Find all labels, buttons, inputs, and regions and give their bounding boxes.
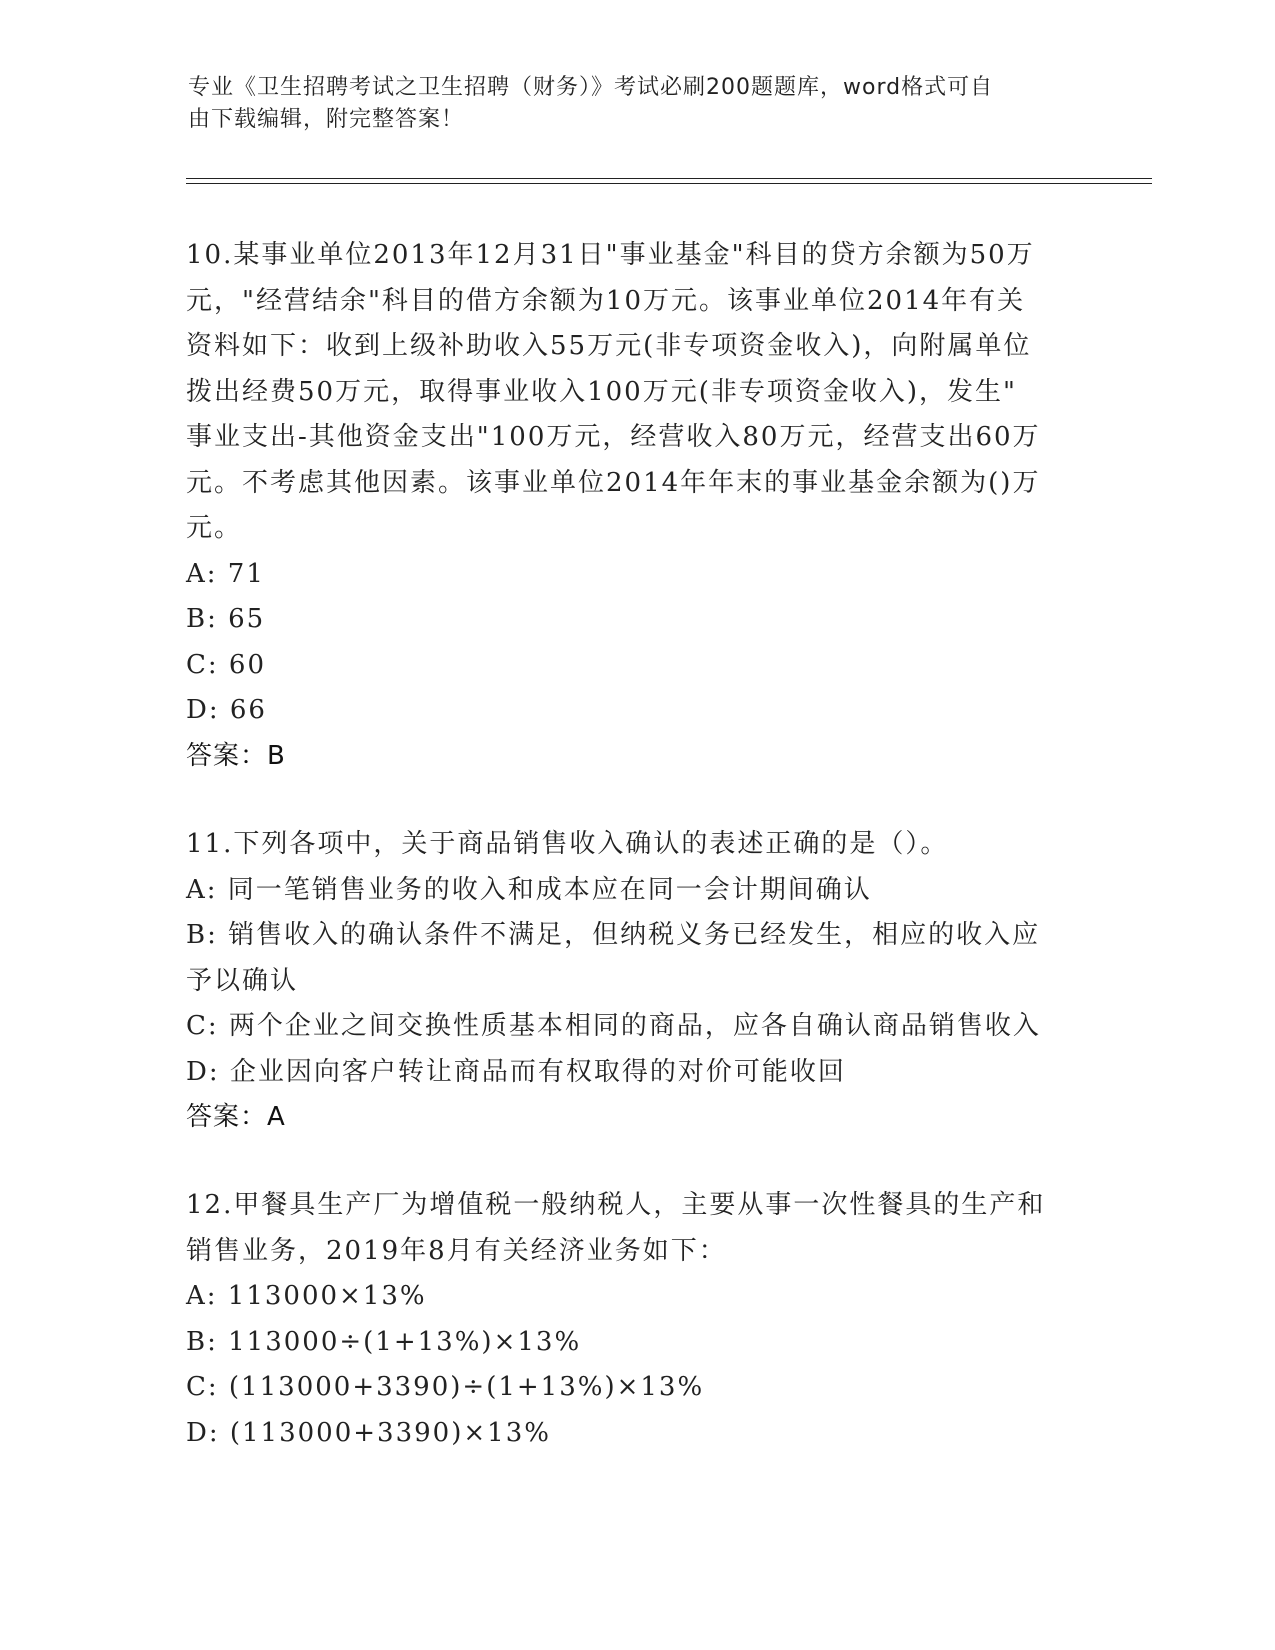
option-b: B: 销售收入的确认条件不满足，但纳税义务已经发生，相应的收入应 (186, 920, 1041, 950)
header-line-2: 由下载编辑，附完整答案！ (188, 107, 465, 132)
question-stem-line: 资料如下：收到上级补助收入55万元(非专项资金收入)，向附属单位 (186, 331, 1032, 361)
question-stem-line: 元。不考虑其他因素。该事业单位2014年年末的事业基金余额为()万 (186, 467, 1041, 498)
question-stem-line: 拨出经费50万元，取得事业收入100万元(非专项资金收入)，发生" (186, 376, 1017, 407)
option-c: C: 60 (186, 649, 267, 680)
question-stem-line: 元，"经营结余"科目的借方余额为10万元。该事业单位2014年有关 (186, 285, 1026, 316)
option-c: C: 两个企业之间交换性质基本相同的商品，应各自确认商品销售收入 (186, 1011, 1041, 1041)
header-divider-top (186, 178, 1152, 179)
option-d: D: 企业因向客户转让商品而有权取得的对价可能收回 (186, 1056, 846, 1087)
question-11 (186, 822, 1086, 1141)
header-divider-bottom (186, 183, 1152, 184)
answer-label: 答案：A (186, 1102, 286, 1132)
option-a: A: 同一笔销售业务的收入和成本应在同一会计期间确认 (186, 874, 872, 905)
question-stem-line: 元。 (186, 513, 243, 543)
option-b: B: 113000÷(1+13%)×13% (186, 1326, 582, 1357)
question-stem-line: 11.下列各项中，关于商品销售收入确认的表述正确的是（）。 (186, 829, 949, 859)
question-stem-line: 事业支出-其他资金支出"100万元，经营收入80万元，经营支出60万 (186, 422, 1041, 452)
option-a: A: 113000×13% (186, 1281, 427, 1311)
option-b-continued: 予以确认 (186, 965, 299, 996)
option-d: D: 66 (186, 695, 267, 725)
option-a: A: 71 (186, 558, 265, 589)
question-10 (186, 233, 1086, 779)
option-d: D: (113000+3390)×13% (186, 1417, 551, 1448)
question-stem-line: 10.某事业单位2013年12月31日"事业基金"科目的贷方余额为50万 (186, 240, 1035, 270)
question-stem-line: 12.甲餐具生产厂为增值税一般纳税人，主要从事一次性餐具的生产和 (186, 1190, 1046, 1220)
question-stem-line: 销售业务，2019年8月有关经济业务如下： (186, 1235, 727, 1266)
document-header (188, 72, 1068, 136)
question-12 (186, 1183, 1086, 1456)
header-line-1: 专业《卫生招聘考试之卫生招聘（财务）》考试必刷200题题库，word格式可自 (188, 75, 994, 100)
option-c: C: (113000+3390)÷(1+13%)×13% (186, 1372, 705, 1402)
answer-label: 答案：B (186, 740, 286, 771)
option-b: B: 65 (186, 604, 266, 634)
